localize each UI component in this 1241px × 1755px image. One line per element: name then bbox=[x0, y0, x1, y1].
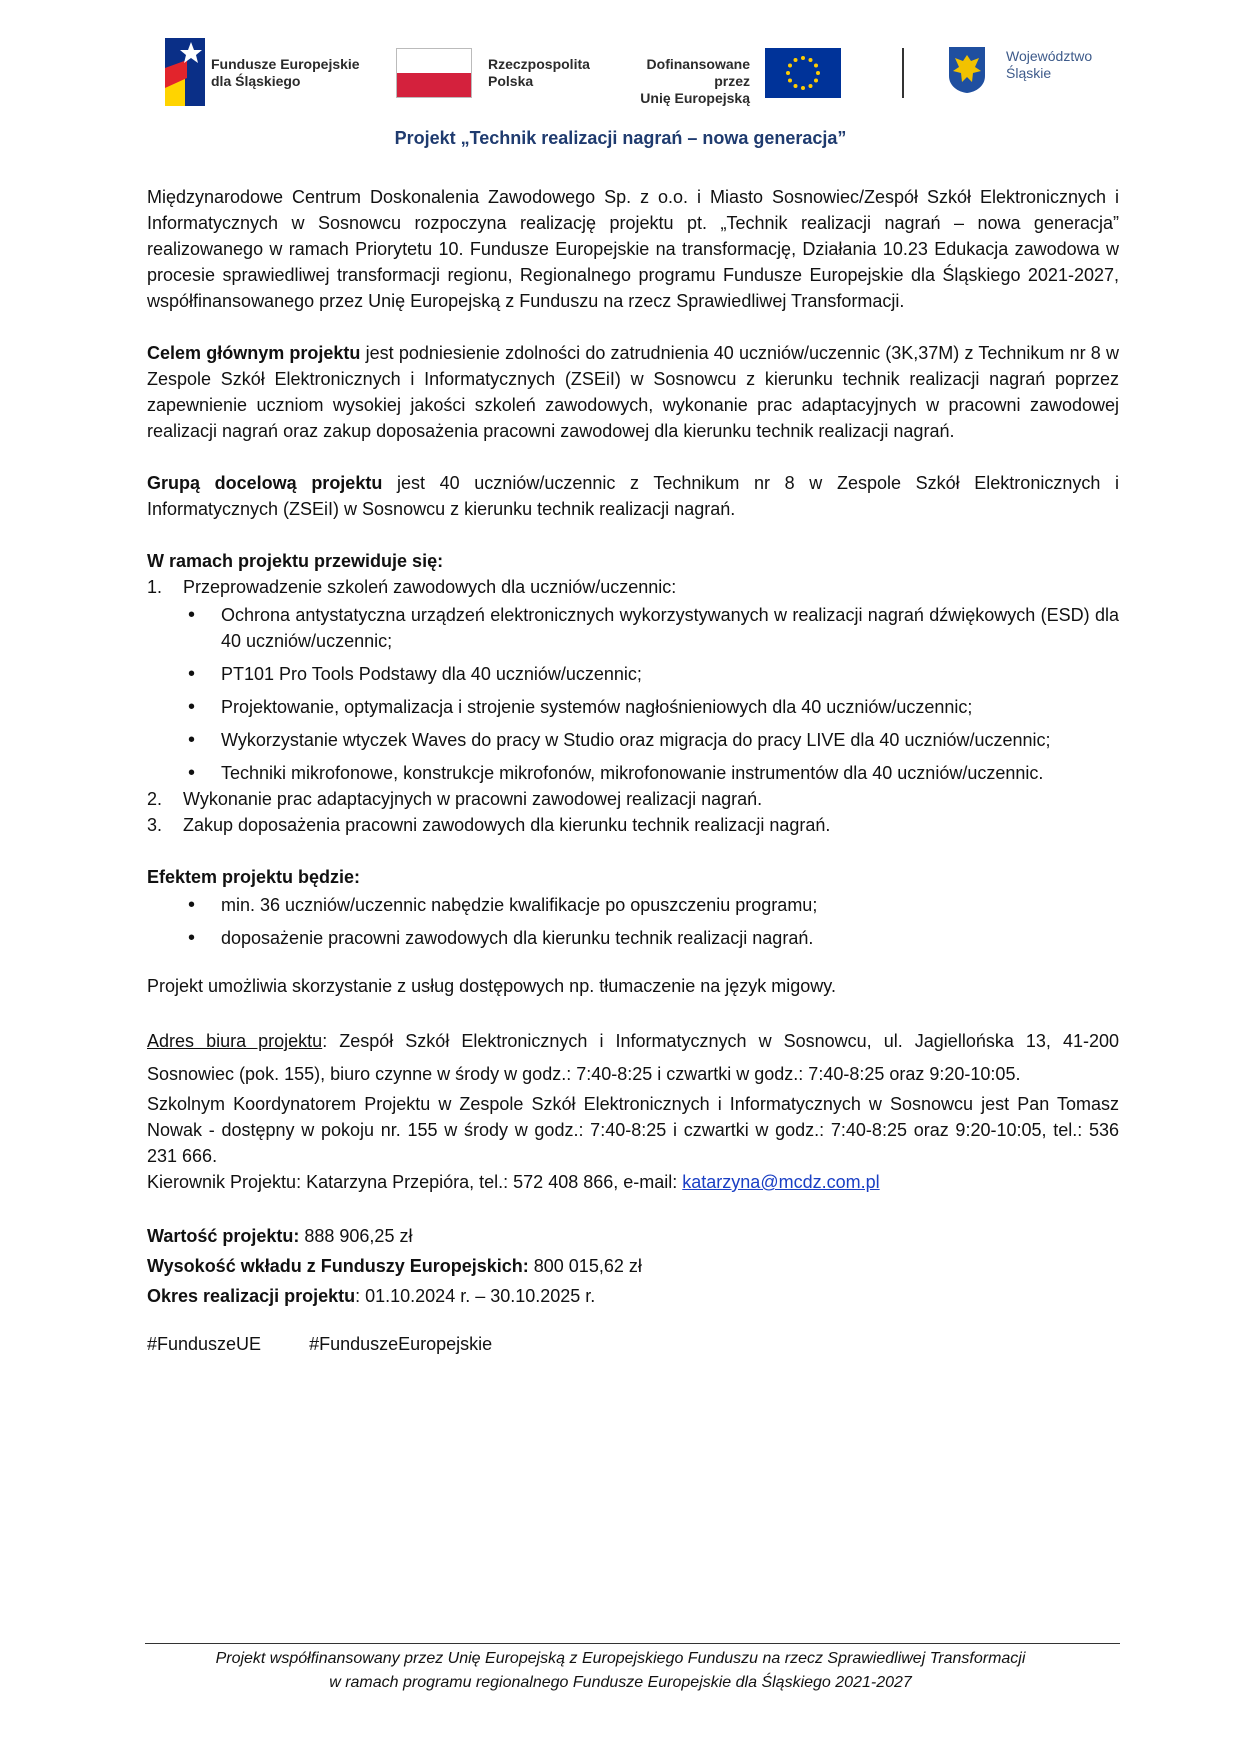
finance-eu bbox=[147, 1251, 1119, 1281]
ue-logo-text bbox=[620, 56, 750, 107]
manager-paragraph bbox=[147, 1169, 1119, 1195]
hashtag: #FunduszeEuropejskie bbox=[309, 1334, 493, 1354]
page-title: Projekt „Technik realizacji nagrań – nowa generacja” bbox=[394, 128, 847, 148]
plan-item-text: Przeprowadzenie szkoleń zawodowych dla uczniów/uczennic: bbox=[183, 577, 677, 597]
training-item: • PT101 Pro Tools Podstawy dla 40 uczniów/uczennic; bbox=[183, 661, 1119, 687]
address-paragraph bbox=[147, 1025, 1119, 1091]
page-footer bbox=[0, 1647, 1241, 1695]
training-item: • Wykorzystanie wtyczek Waves do pracy w Studio oraz migracja do pracy LIVE dla 40 uczniów/uczennic; bbox=[183, 727, 1119, 753]
ws-logo-line1: Województwo bbox=[1006, 48, 1093, 64]
training-item: • Projektowanie, optymalizacja i strojenie systemów nagłośnieniowych dla 40 uczniów/uczennic; bbox=[183, 694, 1119, 720]
hashtag: #FunduszeUE bbox=[147, 1334, 262, 1354]
fe-logo-text bbox=[211, 56, 360, 90]
address-text: : Zespół Szkół Elektronicznych i Informatycznych w Sosnowcu, ul. Jagiellońska 13, 41-200 Sosnowiec (pok. 155), biuro czynne w środy w godz.: 7:40-8:25 i czwartki w godz.: 7:40-8:25 oraz 9:20-10:05. bbox=[147, 1031, 1120, 1084]
finance-period-label: Okres realizacji projektu bbox=[147, 1286, 356, 1306]
ue-logo-line1: Dofinansowane przez bbox=[646, 56, 750, 89]
target-label: Grupą docelową projektu bbox=[147, 473, 383, 493]
logo-rzeczpospolita bbox=[396, 38, 596, 118]
goal-label: Celem głównym projektu bbox=[147, 343, 361, 363]
plan-item-text: Wykonanie prac adaptacyjnych w pracowni zawodowej realizacji nagrań. bbox=[183, 789, 763, 809]
rp-logo-line2: Polska bbox=[488, 73, 534, 89]
polish-flag-icon bbox=[396, 48, 472, 98]
footer-line1: Projekt współfinansowany przez Unię Europejską z Europejskiego Funduszu na rzecz Sprawiedliwej Transformacji bbox=[215, 1650, 1026, 1667]
goal-text: jest podniesienie zdolności do zatrudnienia 40 uczniów/uczennic (3K,37M) z Technikum nr 8 w Zespole Szkół Elektronicznych i Informatycznych (ZSEiI) w Sosnowcu z kierunku technik realizacji nagrań poprzez zapewnienie uczniom wysokiej jakości szkoleń zawodowych, wykonanie prac adaptacyjnych w pracowni zawodowej realizacji nagrań oraz zakup doposażenia pracowni zawodowej dla kierunku technik realizacji nagrań. bbox=[147, 343, 1119, 441]
plan-item-number: 1. bbox=[147, 577, 163, 597]
logo-bar bbox=[150, 38, 1110, 118]
training-item: • Techniki mikrofonowe, konstrukcje mikrofonów, mikrofonowanie instrumentów dla 40 uczniów/uczennic. bbox=[183, 760, 1119, 786]
logo-wojewodztwo-slaskie bbox=[948, 38, 1118, 118]
ws-logo-text bbox=[1006, 48, 1092, 82]
plan-heading-text: W ramach projektu przewiduje się: bbox=[147, 551, 444, 571]
goal-paragraph bbox=[147, 340, 1119, 444]
intro-paragraph: Międzynarodowe Centrum Doskonalenia Zawodowego Sp. z o.o. i Miasto Sosnowiec/Zespół Szkół Elektronicznych i Informatycznych w Sosnowcu rozpoczyna realizację projektu pt. „Technik realizacji nagrań – nowa generacja” realizowanego w ramach Priorytetu 10. Fundusze Europejskie na transformację, Działania 10.23 Edukacja zawodowa w procesie sprawiedliwej transformacji regionu, Regionalnego programu Fundusze Europejskie dla Śląskiego 2021-2027, współfinansowanego przez Unię Europejską z Funduszu na rzecz Sprawiedliwej Transformacji. bbox=[147, 187, 1119, 311]
plan-heading bbox=[147, 548, 1119, 574]
plan-item-text: Zakup doposażenia pracowni zawodowych dla kierunku technik realizacji nagrań. bbox=[183, 815, 831, 835]
plan-list bbox=[147, 574, 1119, 838]
fe-star-icon bbox=[165, 38, 205, 106]
effects-list bbox=[147, 892, 1119, 951]
rp-logo-line1: Rzeczpospolita bbox=[488, 56, 590, 72]
finance-value bbox=[147, 1221, 1119, 1251]
training-item: • Ochrona antystatyczna urządzeń elektronicznych wykorzystywanych w realizacji nagrań dźwiękowych (ESD) dla 40 uczniów/uczennic; bbox=[183, 602, 1119, 654]
manager-text: Kierownik Projektu: Katarzyna Przepióra, tel.: 572 408 866, e-mail: bbox=[147, 1172, 683, 1192]
finance-period-value: : 01.10.2024 r. – 30.10.2025 r. bbox=[355, 1286, 596, 1306]
effects-heading bbox=[147, 864, 1119, 890]
effect-item: • min. 36 uczniów/uczennic nabędzie kwalifikacje po opuszczeniu programu; bbox=[183, 892, 1119, 918]
finance-eu-label: Wysokość wkładu z Funduszy Europejskich: bbox=[147, 1256, 529, 1276]
rp-logo-text bbox=[488, 56, 590, 90]
address-label: Adres biura projektu bbox=[147, 1031, 323, 1051]
effect-item: • doposażenie pracowni zawodowych dla kierunku technik realizacji nagrań. bbox=[183, 925, 1119, 951]
finance-eu-amount: 800 015,62 zł bbox=[528, 1256, 642, 1276]
finance-value-amount: 888 906,25 zł bbox=[299, 1226, 413, 1246]
logo-unia-europejska bbox=[620, 38, 890, 118]
document-body bbox=[147, 184, 1119, 1357]
eu-flag-icon bbox=[765, 48, 841, 98]
eagle-crest-icon bbox=[948, 46, 986, 94]
plan-item bbox=[147, 786, 1119, 812]
plan-item-number: 2. bbox=[147, 789, 163, 809]
accessibility-note: Projekt umożliwia skorzystanie z usług dostępowych np. tłumaczenie na język migowy. bbox=[147, 976, 836, 996]
ws-logo-line2: Śląskie bbox=[1006, 65, 1052, 81]
ue-logo-line2: Unię Europejską bbox=[640, 90, 750, 106]
plan-item bbox=[147, 574, 1119, 786]
training-list bbox=[183, 602, 1119, 786]
logo-fundusze-europejskie bbox=[165, 38, 365, 118]
footer-line2: w ramach programu regionalnego Fundusze Europejskie dla Śląskiego 2021-2027 bbox=[329, 1674, 912, 1691]
plan-item bbox=[147, 812, 1119, 838]
finance-period bbox=[147, 1281, 1119, 1311]
plan-item-number: 3. bbox=[147, 815, 163, 835]
target-paragraph bbox=[147, 470, 1119, 522]
manager-email-link[interactable]: katarzyna@mcdz.com.pl bbox=[682, 1172, 880, 1192]
hashtags bbox=[147, 1331, 1119, 1357]
footer-divider bbox=[145, 1643, 1120, 1644]
fe-logo-line1: Fundusze Europejskie bbox=[211, 56, 360, 72]
effects-heading-text: Efektem projektu będzie: bbox=[147, 867, 361, 887]
logo-divider bbox=[902, 48, 904, 98]
coordinator-paragraph: Szkolnym Koordynatorem Projektu w Zespole Szkół Elektronicznych i Informatycznych w Sosnowcu jest Pan Tomasz Nowak - dostępny w pokoju nr. 155 w środy w godz.: 7:40-8:25 i czwartki w godz.: 7:40-8:25 oraz 9:20-10:05, tel.: 536 231 666. bbox=[147, 1094, 1119, 1166]
target-text: jest 40 uczniów/uczennic z Technikum nr 8 w Zespole Szkół Elektronicznych i Informatycznych (ZSEiI) w Sosnowcu z kierunku technik realizacji nagrań. bbox=[147, 473, 1119, 519]
fe-logo-line2: dla Śląskiego bbox=[211, 73, 301, 89]
finance-value-label: Wartość projektu: bbox=[147, 1226, 300, 1246]
